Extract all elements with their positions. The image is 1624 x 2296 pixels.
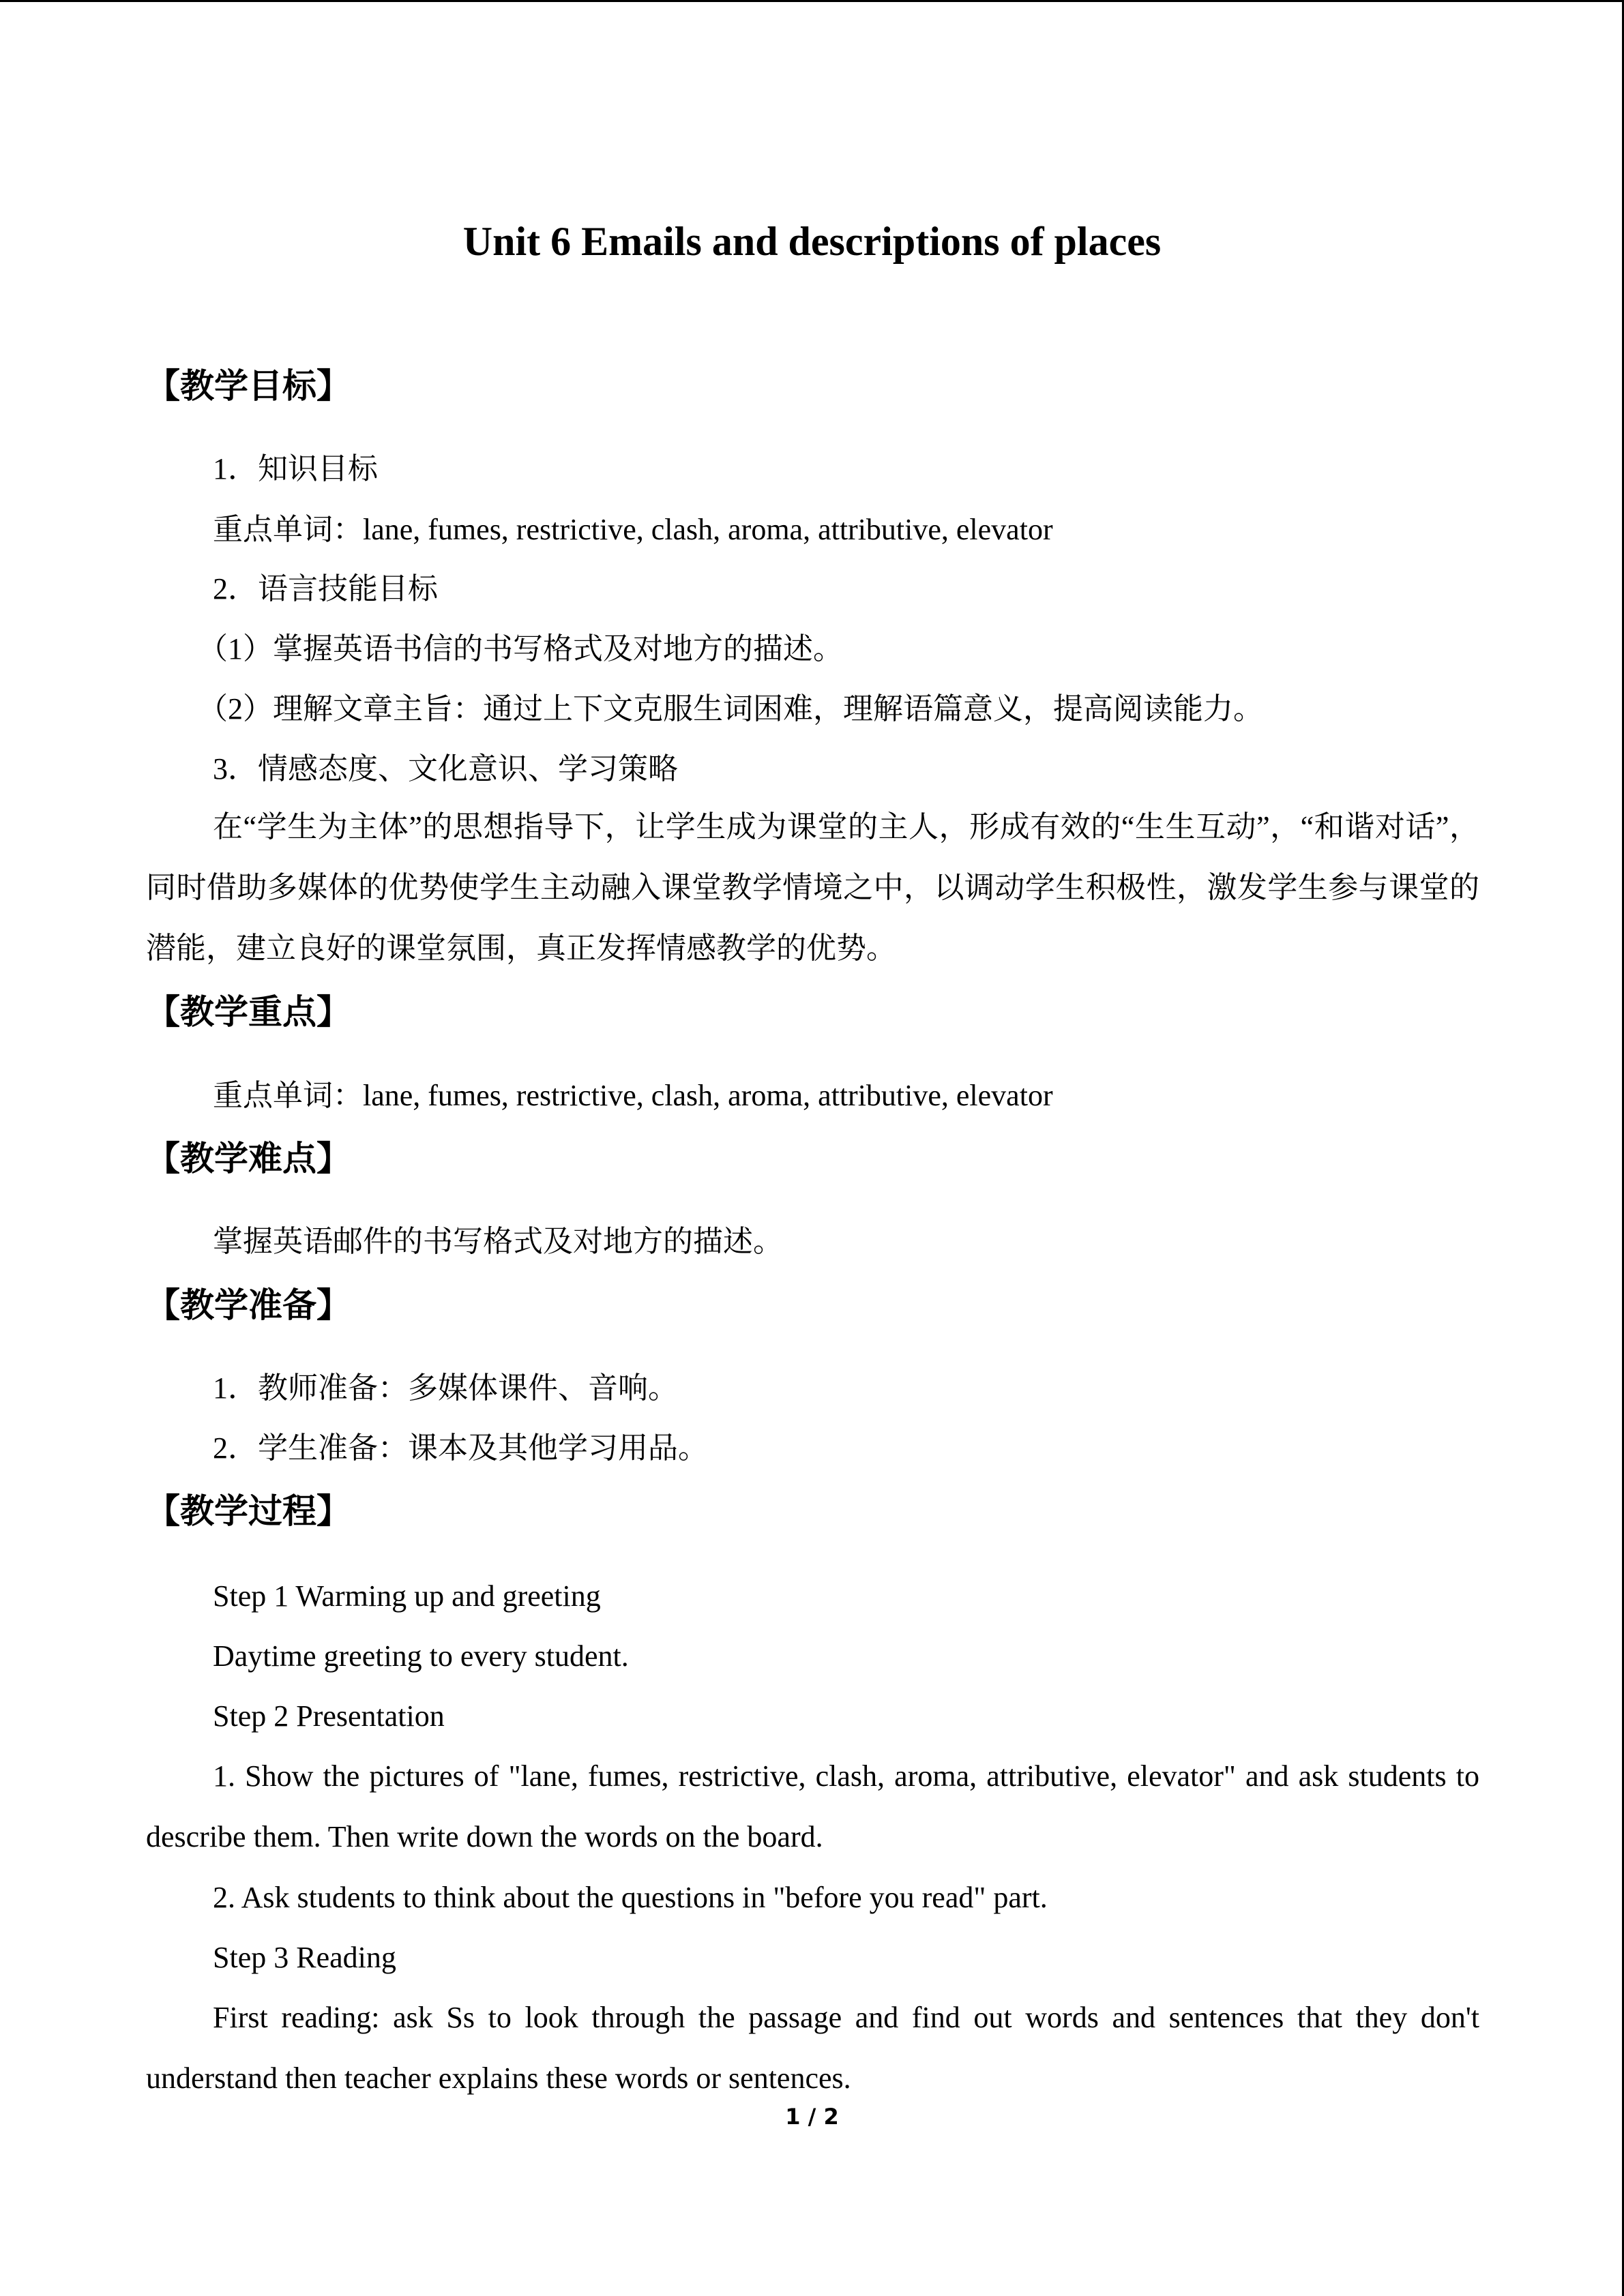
page-border-top: [0, 0, 1624, 2]
student-preparation: 2．学生准备：课本及其他学习用品。: [213, 1431, 708, 1465]
page-number: 1 / 2: [785, 2104, 839, 2130]
teacher-preparation: 1．教师准备：多媒体课件、音响。: [213, 1371, 678, 1405]
step3-text: First reading: ask Ss to look through the passage and find out words and sentences that they don't understand then teacher explains these words or sentences.: [146, 2001, 1479, 2095]
skill-item-2: （2）理解文章主旨：通过上下文克服生词困难，理解语篇意义，提高阅读能力。: [198, 692, 1263, 726]
section-heading-process: 【教学过程】: [146, 1491, 351, 1531]
difficulties-text: 掌握英语邮件的书写格式及对地方的描述。: [213, 1225, 783, 1258]
skill-item-1: （1）掌握英语书信的书写格式及对地方的描述。: [198, 632, 843, 666]
section-heading-difficulties: 【教学难点】: [146, 1139, 351, 1178]
page-title: Unit 6 Emails and descriptions of places: [462, 219, 1162, 264]
step1-title: Step 1 Warming up and greeting: [213, 1579, 601, 1613]
step2-title: Step 2 Presentation: [213, 1699, 445, 1733]
section-heading-objectives: 【教学目标】: [146, 366, 351, 406]
key-points-text: 重点单词：lane, fumes, restrictive, clash, aroma, attributive, elevator: [213, 1079, 1053, 1112]
attitude-paragraph: 在“学生为主体”的思想指导下，让学生成为课堂的主人，形成有效的“生生互动”，“和谐对话”，同时借助多媒体的优势使学生主动融入课堂教学情境之中，以调动学生积极性，激发学生参与课堂的潜能，建立良好的课堂氛围，真正发挥情感教学的优势。: [146, 810, 1479, 965]
section-heading-key-points: 【教学重点】: [146, 992, 351, 1032]
key-words-line: 重点单词：lane, fumes, restrictive, clash, aroma, attributive, elevator: [213, 513, 1053, 546]
skills-objective-label: 2．语言技能目标: [213, 572, 438, 606]
section-heading-preparation: 【教学准备】: [146, 1285, 351, 1325]
attitude-objective-label: 3．情感态度、文化意识、学习策略: [213, 752, 678, 786]
step2-item-1: 1. Show the pictures of "lane, fumes, restrictive, clash, aroma, attributive, elevator" and ask students to describe them. Then write down the words on the board.: [146, 1759, 1479, 1853]
knowledge-objective-label: 1．知识目标: [213, 452, 378, 486]
step3-title: Step 3 Reading: [213, 1941, 396, 1974]
step1-text: Daytime greeting to every student.: [213, 1639, 629, 1673]
step2-item-2: 2. Ask students to think about the questions in "before you read" part.: [213, 1881, 1048, 1914]
